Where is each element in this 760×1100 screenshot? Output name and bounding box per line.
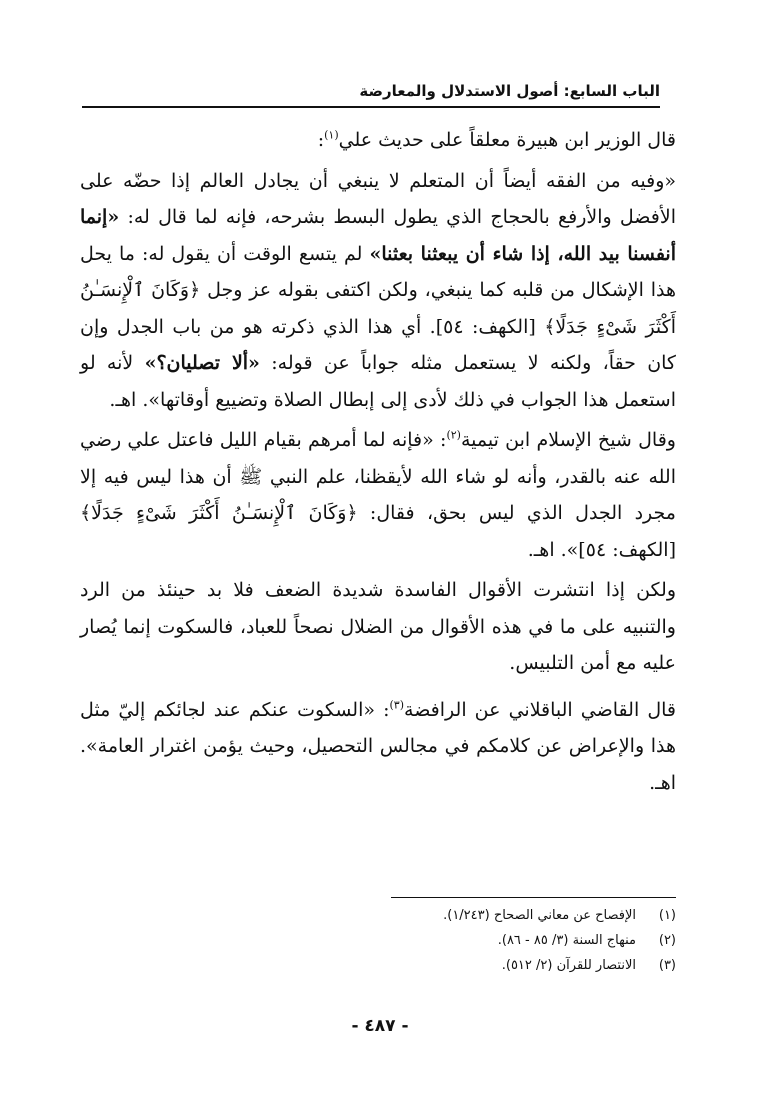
hadith-quote: «إنما أنفسنا بيد الله، إذا شاء أن يبعثنا بعثنا»: [80, 206, 676, 265]
paragraph-1: [80, 122, 676, 159]
paragraph-4: [80, 572, 676, 682]
paragraph-text: :: [317, 129, 325, 151]
paragraph-text: : «السكوت عنكم عند لجائكم إليّ مثل هذا والإعراض عن كلامكم في مجالس التحصيل، وحيث يؤمن اغترار العامة». اهـ.: [80, 698, 676, 794]
page-number: - ٤٨٧ -: [351, 1016, 409, 1036]
footnotes: [80, 903, 676, 978]
paragraph-2: [80, 163, 676, 419]
paragraph-text: «وفيه من الفقه أيضاً أن المتعلم لا ينبغي أن يجادل العالم إذا حضّه على الأفضل والأرفع بالحجاج الذي يطول البسط بشرحه، فإنه لما قال له:: [80, 169, 676, 228]
footnote-divider: [391, 897, 676, 898]
paragraph-5: [80, 692, 676, 802]
footnote-number: (٢): [658, 933, 676, 948]
footnote-item: [80, 928, 676, 953]
paragraph-text: لم يتسع الوقت أن يقول له: ما يحل هذا الإشكال من قلبه كما ينبغي، ولكن اكتفى بقوله عز وجل: [80, 242, 676, 301]
footnote-ref[interactable]: (١): [324, 128, 339, 142]
hadith-quote: «ألا تصليان؟»: [144, 352, 260, 374]
paragraph-text: قال الوزير ابن هبيرة معلقاً على حديث علي: [338, 129, 676, 151]
quran-verse: ﴿وَكَانَ ٱلْإِنسَـٰنُ أَكْثَرَ شَىْءٍ جَدَلًا﴾: [80, 279, 676, 338]
paragraph-text: وقال شيخ الإسلام ابن تيمية: [460, 429, 676, 451]
paragraph-text: [الكهف: ٥٤]. أي هذا الذي ذكرته هو من باب الجدل وإن كان حقاً، ولكنه لا يستعمل مثله جواباً عن قوله:: [80, 315, 676, 374]
paragraph-text: ولكن إذا انتشرت الأقوال الفاسدة شديدة الضعف فلا بد حينئذ من الرد والتنبيه على ما في هذه الأقوال من الضلال نصحاً للعباد، فالسكوت إنما يُصار عليه مع أمن التلبيس.: [80, 579, 676, 674]
footnote-number: (١): [658, 908, 676, 923]
main-text: [80, 122, 676, 801]
quran-verse: ﴿وَكَانَ ٱلْإِنسَـٰنُ أَكْثَرَ شَىْءٍ جَدَلًا﴾: [80, 502, 358, 524]
paragraph-3: [80, 422, 676, 568]
footnote-ref[interactable]: (٣): [389, 698, 405, 712]
footnote-text: منهاج السنة (٣/ ٨٥ - ٨٦).: [497, 933, 636, 948]
chapter-title: الباب السابع: أصول الاستدلال والمعارضة: [359, 82, 660, 100]
footnote-ref[interactable]: (٢): [446, 428, 461, 442]
paragraph-text: : «فإنه لما أمرهم بقيام الليل فاعتل علي رضي الله عنه بالقدر، وأنه لو شاء الله لأيقظنا، علم النبي ﷺ أن هذا ليس فيه إلا مجرد الجدل الذي ليس بحق، فقال:: [80, 429, 676, 524]
footnote-item: [80, 903, 676, 928]
footnote-number: (٣): [658, 958, 676, 973]
footnote-item: [80, 953, 676, 978]
footnote-text: الإفصاح عن معاني الصحاح (١/٢٤٣).: [443, 908, 636, 923]
paragraph-text: قال القاضي الباقلاني عن الرافضة: [404, 698, 676, 721]
footnote-text: الانتصار للقرآن (٢/ ٥١٢).: [501, 958, 636, 973]
running-header: [82, 70, 660, 108]
paragraph-text: [الكهف: ٥٤]». اهـ.: [527, 538, 676, 561]
paragraph-text: لأنه لو استعمل هذا الجواب في ذلك لأدى إلى إبطال الصلاة وتضييع أوقاتها». اهـ.: [80, 352, 676, 411]
